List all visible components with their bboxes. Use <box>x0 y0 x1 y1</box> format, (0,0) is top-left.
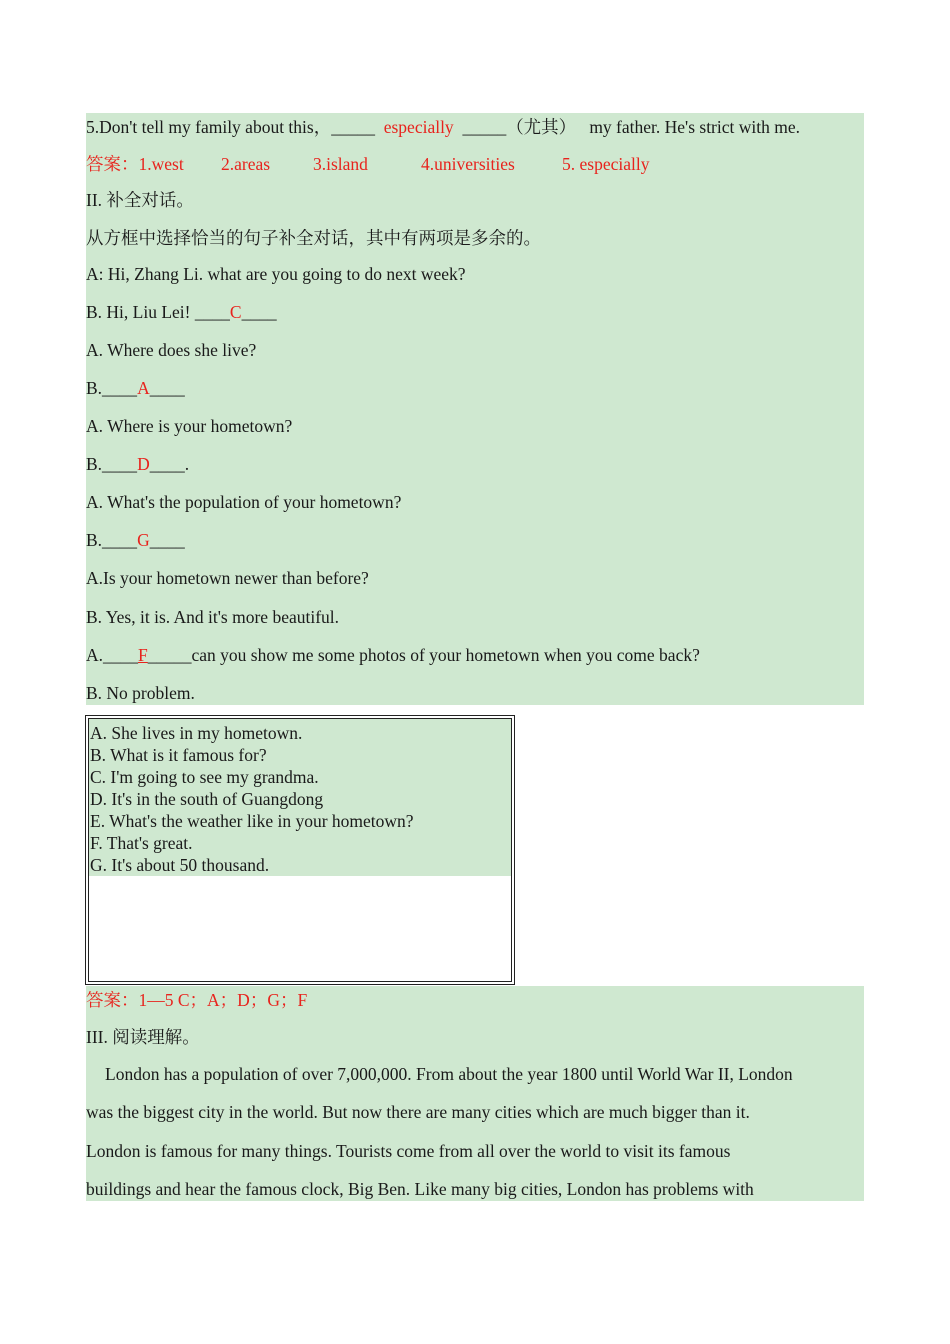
reading-paragraph-line: London is famous for many things. Tourists come from all over the world to visit its famous <box>86 1141 731 1161</box>
section-2-instruction: 从方框中选择恰当的句子补全对话，其中有两项是多余的。 <box>86 228 541 248</box>
answer-text: D <box>137 454 150 474</box>
dialogue-line: B.____G____ <box>86 530 185 550</box>
reading-section-background <box>86 986 864 1201</box>
dialogue-line: B.____A____ <box>86 378 185 398</box>
option-item: B. What is it famous for? <box>90 745 267 765</box>
reading-paragraph-line: was the biggest city in the world. But now there are many cities which are much bigger than it. <box>86 1102 750 1122</box>
answer-key-2: 答案：1—5 C；A；D；G；F <box>86 990 308 1010</box>
dialogue-line: B. Yes, it is. And it's more beautiful. <box>86 607 340 627</box>
option-item: E. What's the weather like in your hometown? <box>90 811 414 831</box>
answer-text: especially <box>383 117 454 137</box>
answer-text: C <box>229 302 242 322</box>
options-box-inner <box>88 718 512 982</box>
reading-paragraph-line: buildings and hear the famous clock, Big Ben. Like many big cities, London has problems with <box>86 1179 754 1199</box>
option-item: D. It's in the south of Guangdong <box>90 789 324 809</box>
section-3-heading: III. 阅读理解。 <box>86 1027 200 1047</box>
dialogue-line: A: Hi, Zhang Li. what are you going to do next week? <box>86 264 466 284</box>
answer-text: G <box>137 530 150 550</box>
dialogue-line: B. No problem. <box>86 683 195 703</box>
dialogue-line: A.Is your hometown newer than before? <box>86 568 369 588</box>
answer-key-1: 答案：1.west 2.areas 3.island 4.universities 5. especially <box>86 154 650 174</box>
dialogue-line: A.____F_____can you show me some photos of your hometown when you come back? <box>86 645 700 665</box>
option-item: A. She lives in my hometown. <box>90 723 303 743</box>
reading-paragraph-line: London has a population of over 7,000,000. From about the year 1800 until World War II, London <box>105 1064 793 1084</box>
option-item: F. That's great. <box>90 833 193 853</box>
dialogue-line: A. What's the population of your hometown? <box>86 492 402 512</box>
dialogue-line: B.____D____. <box>86 454 190 474</box>
options-box <box>85 715 515 985</box>
dialogue-line: B. Hi, Liu Lei! ____C____ <box>86 302 277 322</box>
section-2-heading: II. 补全对话。 <box>86 190 194 210</box>
option-item: C. I'm going to see my grandma. <box>90 767 319 787</box>
dialogue-line: A. Where is your hometown? <box>86 416 293 436</box>
answer-text: A <box>137 378 150 398</box>
question-5: 5.Don't tell my family about this，_____ especially _____（尤其） my father. He's strict with me. <box>86 117 800 137</box>
option-item: G. It's about 50 thousand. <box>90 855 270 875</box>
answer-text: F <box>138 645 148 665</box>
dialogue-line: A. Where does she live? <box>86 340 257 360</box>
